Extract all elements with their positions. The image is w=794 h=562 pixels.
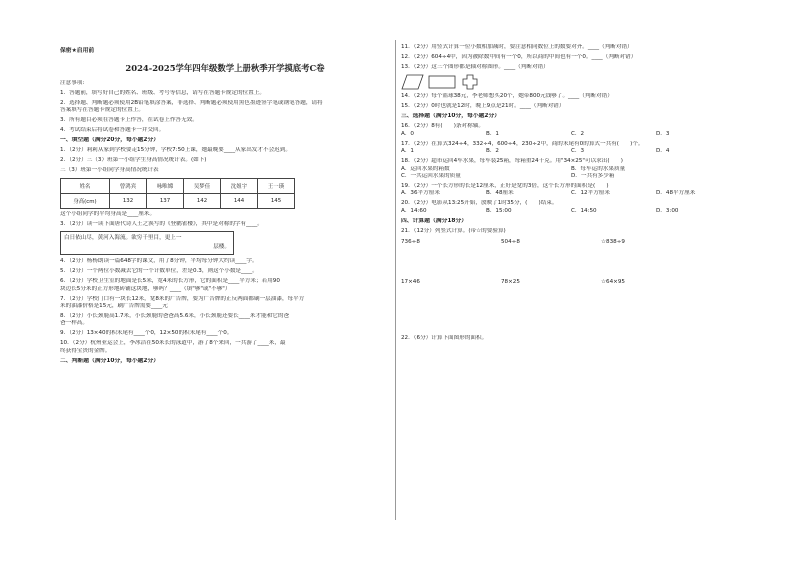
option[interactable]: D．一共有多少箱: [571, 173, 615, 180]
question-14: 14．（2分）每个篮球38元，李老师想买20个，她带800元钱够了。____（判断对错）: [401, 93, 613, 100]
table-row: [61, 193, 295, 208]
option[interactable]: B．每车运的水果质量: [571, 165, 626, 172]
option[interactable]: D．4: [656, 148, 670, 155]
options-row: [401, 190, 741, 197]
table-cell: 132: [110, 193, 147, 208]
question-8-cont: 爸一样高。: [60, 320, 88, 327]
calc-expression: 736÷8: [401, 239, 420, 246]
options-row: [401, 173, 741, 180]
question-20: 20．（2分）电影从13:25开始，放映了1时35分，( )结束。: [401, 200, 558, 207]
question-12: 12．（2分）604÷4中，因为被除数中间有一个0，所以商的中间也有一个0。____（判断对错）: [401, 54, 637, 60]
option[interactable]: C．3: [571, 148, 585, 155]
table-caption: 三（3）班第一小组同学身高情况统计表: [60, 167, 159, 174]
option[interactable]: A．1: [401, 148, 414, 155]
question-5: 5．（2分）一个两位小数减去它的一个计数单位，差是0.3，则这个小数是____。: [60, 268, 258, 275]
note-item: 2．选择题、判断题必须使用2B铅笔填涂答案，非选择、判断题必须使用黑色墨迹签字笔或钢笔答题，请将: [60, 100, 323, 106]
section-heading: 三、选择题（满分10分，每小题2分）: [401, 113, 501, 120]
calc-row: [401, 279, 741, 319]
poem-line: 层楼。: [213, 244, 230, 251]
calc-row: [401, 239, 741, 279]
question-8: 8．（2分）小长颈鹿高1.7米，小长颈鹿的爸爸高5.6米，小长颈鹿还要长____米才能和它的爸: [60, 313, 290, 320]
option[interactable]: B．1: [486, 130, 499, 137]
calc-expression: 17×46: [401, 279, 420, 286]
confidential-label: 保密★启用前: [60, 48, 95, 54]
options-row: [401, 166, 741, 173]
question-18: 18．（2分）超市运回4车水果，每车装25箱，每箱重24千克。用"34×25"可以求出( ): [401, 158, 623, 165]
note-item: 答案填写在答题卡规定的位置上。: [60, 107, 144, 114]
table-header-cell: 姓名: [61, 178, 110, 193]
table-header-cell: 曾鸿宾: [110, 178, 147, 193]
options-row: [401, 208, 741, 215]
question-9: 9．（2分）13×40的积末尾有____个0，12×50的积末尾有____个0。: [60, 330, 233, 337]
option[interactable]: C．2: [571, 130, 585, 137]
note-item: 4．考试结束后将试卷和答题卡一并交回。: [60, 127, 165, 134]
option[interactable]: D．3: [656, 130, 670, 137]
table-cell: 142: [184, 193, 221, 208]
calc-expression: ☆64×95: [601, 279, 625, 286]
calc-expression: 78×25: [501, 279, 520, 286]
shapes-figure: [401, 74, 741, 90]
question-2: 2．（2分）三（3）班第一小组学生身高情况统计表。(如下): [60, 157, 207, 164]
exam-title: 2024-2025学年四年级数学上册秋季开学摸底考C卷: [125, 63, 325, 73]
option[interactable]: C．12平方厘米: [571, 190, 610, 197]
section-heading: 一、填空题（满分20分，每小题2分）: [60, 137, 160, 144]
option[interactable]: A．0: [401, 130, 414, 137]
question-15: 15．（2分）0时也就是12时，晚上9点是21时。____（判断对错）: [401, 103, 565, 110]
table-cell: 145: [258, 193, 295, 208]
note-item: 1．答题前，填写好自己的姓名、班级、考号等信息，请写在答题卡规定的位置上。: [60, 90, 265, 96]
section-heading: 二、判断题（满分10分，每小题2分）: [60, 357, 160, 364]
question-13: 13．（2分）这三个图形都是轴对称图形。____（判断对错）: [401, 64, 549, 70]
table-header-cell: 沈姐宇: [221, 178, 258, 193]
calc-expression: ☆838÷9: [601, 239, 625, 246]
question-7-cont: 米的油漆价格是15元，刷广告牌需要____元: [60, 303, 168, 310]
question-10: 10．（2分）杭州亚运会上，李冰洁在50米长的泳道中，游了8个来回，一共游了____米，最: [60, 340, 286, 347]
option[interactable]: D．48平方厘米: [656, 190, 696, 197]
height-table: [60, 178, 295, 209]
table-header-cell: 王一瑛: [258, 178, 295, 193]
options-row: [401, 148, 741, 155]
table-cell: 144: [221, 193, 258, 208]
symmetry-shapes-icon: [401, 74, 491, 90]
question-17: 17．（2分）在算式324÷4，332÷4，600÷4，230÷2中，商的末尾有0的算式一共有( )个。: [401, 140, 644, 147]
question-3: 3．（2分）读一读下面唐代诗人王之涣写的《登鹳雀楼》，其中是对称的字有____。: [60, 220, 263, 227]
poem-box: [60, 231, 234, 255]
question-16: 16．（2分）8有( )条对称轴。: [401, 123, 484, 130]
table-cell: 137: [147, 193, 184, 208]
option[interactable]: A．36平方厘米: [401, 190, 440, 197]
table-header-cell: 咏唯嫦: [147, 178, 184, 193]
question-1: 1．（2分）莉莉从家到学校要走15分钟，学校7:50上课，她最晚要____从家出发才不会迟到。: [60, 147, 291, 154]
left-column: [60, 80, 390, 365]
option[interactable]: B．48厘米: [486, 190, 514, 197]
question-19: 19．（2分）一个长方形的长是12厘米，正好是宽的3倍，这个长方形的面积是( ): [401, 183, 609, 190]
option[interactable]: B．15:00: [486, 207, 512, 214]
calc-expression: 504÷8: [501, 239, 520, 246]
right-column: [401, 44, 741, 343]
question-2-followup: 这个小组同学的平均身高是____厘米。: [60, 210, 156, 217]
question-4: 4．（2分）杨杨朗读一篇648字的课文，用了8分钟，平均每分钟大约读____字。: [60, 258, 258, 265]
question-21: 21．（12分）列竖式计算。(带☆的要验算): [401, 227, 506, 234]
table-row: [61, 178, 295, 193]
option[interactable]: B．2: [486, 148, 499, 155]
option[interactable]: C．一共运回水果的质量: [401, 173, 461, 180]
question-7: 7．（2分）学校门口有一块长12米，宽8米的广告牌，要为广告牌的正反两面都刷一层油漆，每平方: [60, 295, 305, 302]
question-6-cont: 块边长5分米的正方形地砖铺这块地，够吗？____（填"够"或"不够"）: [60, 285, 231, 292]
option[interactable]: A．运回水果的箱数: [401, 165, 450, 172]
question-10-cont: 终获得宝贵的金牌。: [60, 347, 111, 354]
option[interactable]: D．3:00: [656, 207, 679, 214]
option[interactable]: C．14:50: [571, 207, 597, 214]
question-22: 22．（6分）计算下面图形的面积。: [401, 335, 488, 342]
section-heading: 四、计算题（满分18分）: [401, 217, 468, 224]
note-item: 3．所有题目必须在答题卡上作答，在试卷上作答无效。: [60, 117, 198, 124]
question-6: 6．（2分）学校卫生室的地面是长5米，宽4米的长方形，它的面积是____平方米；若用90: [60, 278, 280, 285]
option[interactable]: A．14:60: [401, 207, 427, 214]
table-row-label: 身高(cm): [61, 193, 110, 208]
poem-line: 白日依山尽，黄河入海流。欲穷千里目，更上一: [64, 235, 182, 242]
column-divider: [395, 40, 396, 520]
options-row: [401, 131, 741, 138]
notes-heading: 注意事项:: [60, 80, 85, 86]
table-header-cell: 吴梦佳: [184, 178, 221, 193]
question-11: 11．（2分）用竖式计算一位小数相加减时，要注意相同数位上的数要对齐。____（判断对错）: [401, 44, 633, 50]
